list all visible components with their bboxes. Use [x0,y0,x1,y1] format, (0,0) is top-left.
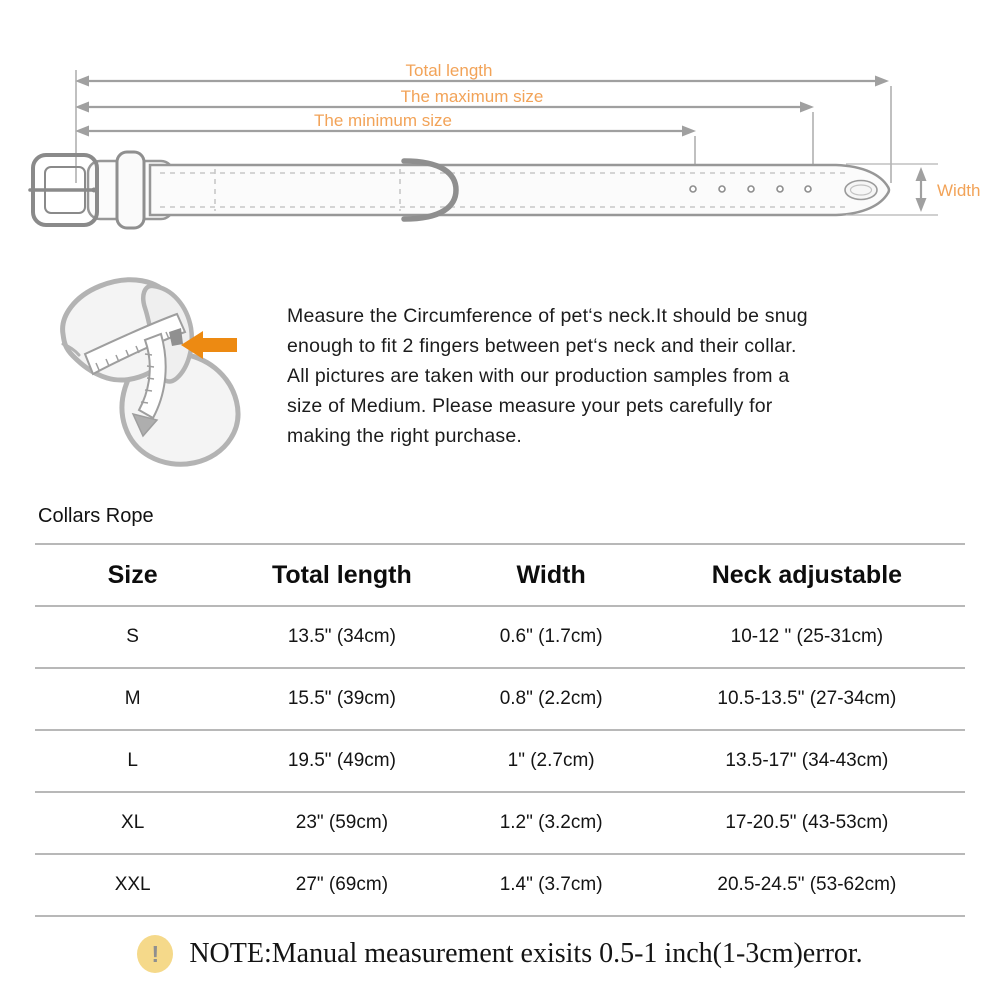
table-row-l [35,731,965,793]
cell-neck-adjustable: 13.5-17" (34-43cm) [725,750,889,771]
cell-total-length: 15.5" (39cm) [287,688,396,709]
cell-size: S [126,626,139,647]
table-row-xxl [35,855,965,917]
header-neck-adjustable: Neck adjustable [711,560,903,589]
footer-note [0,935,1000,973]
prong-pivot [92,188,97,193]
cell-neck-adjustable: 20.5-24.5" (53-62cm) [717,874,897,895]
width-label: Width [937,181,981,200]
cell-width: 1.4" (3.7cm) [499,874,603,895]
cell-width: 0.6" (1.7cm) [499,626,603,647]
measure-instructions-line4: size of Medium. Please measure your pets carefully for [287,395,773,417]
cell-size: XXL [114,874,151,895]
cell-total-length: 23" (59cm) [295,812,389,833]
cell-width: 1.2" (3.2cm) [499,812,603,833]
table-row-s [35,607,965,669]
collar-measurement-diagram [0,40,1000,250]
table-row-m [35,669,965,731]
cell-width: 1" (2.7cm) [507,750,595,771]
cell-neck-adjustable: 10-12 " (25-31cm) [730,626,884,647]
collar-strap-drawing [30,152,889,228]
header-total-length: Total length [271,560,412,589]
maximum-size-label: The maximum size [400,87,544,106]
cell-width: 0.8" (2.2cm) [499,688,603,709]
cell-neck-adjustable: 10.5-13.5" (27-34cm) [717,688,897,709]
exclamation-icon [137,935,173,973]
table-header-row [35,545,965,607]
measure-instructions-line3: All pictures are taken with our production samples from a [287,365,790,387]
cell-neck-adjustable: 17-20.5" (43-53cm) [725,812,889,833]
header-size: Size [107,560,158,589]
size-table [35,543,965,917]
measure-instructions [287,301,942,451]
keeper-loop [117,152,144,228]
cell-total-length: 27" (69cm) [295,874,389,895]
measure-instructions-line2: enough to fit 2 fingers between pet‘s neck and their collar. [287,335,797,357]
logo-stamp [845,181,877,200]
minimum-size-label: The minimum size [314,111,452,130]
header-width: Width [516,560,586,589]
measure-instructions-line5: making the right purchase. [287,425,522,447]
table-caption: Collars Rope [38,505,154,527]
footer-note-text: NOTE:Manual measurement exisits 0.5-1 inch(1-3cm)error. [189,938,863,969]
table-row-xl [35,793,965,855]
cell-total-length: 13.5" (34cm) [287,626,396,647]
dog-measure-illustration [45,258,245,473]
total-length-label: Total length [405,61,493,80]
cell-total-length: 19.5" (49cm) [287,750,396,771]
cell-size: L [127,750,138,771]
exclamation-glyph: ! [151,940,160,967]
cell-size: M [124,688,141,709]
measure-instructions-line1: Measure the Circumference of pet‘s neck.It should be snug [287,305,808,327]
cell-size: XL [121,812,145,833]
